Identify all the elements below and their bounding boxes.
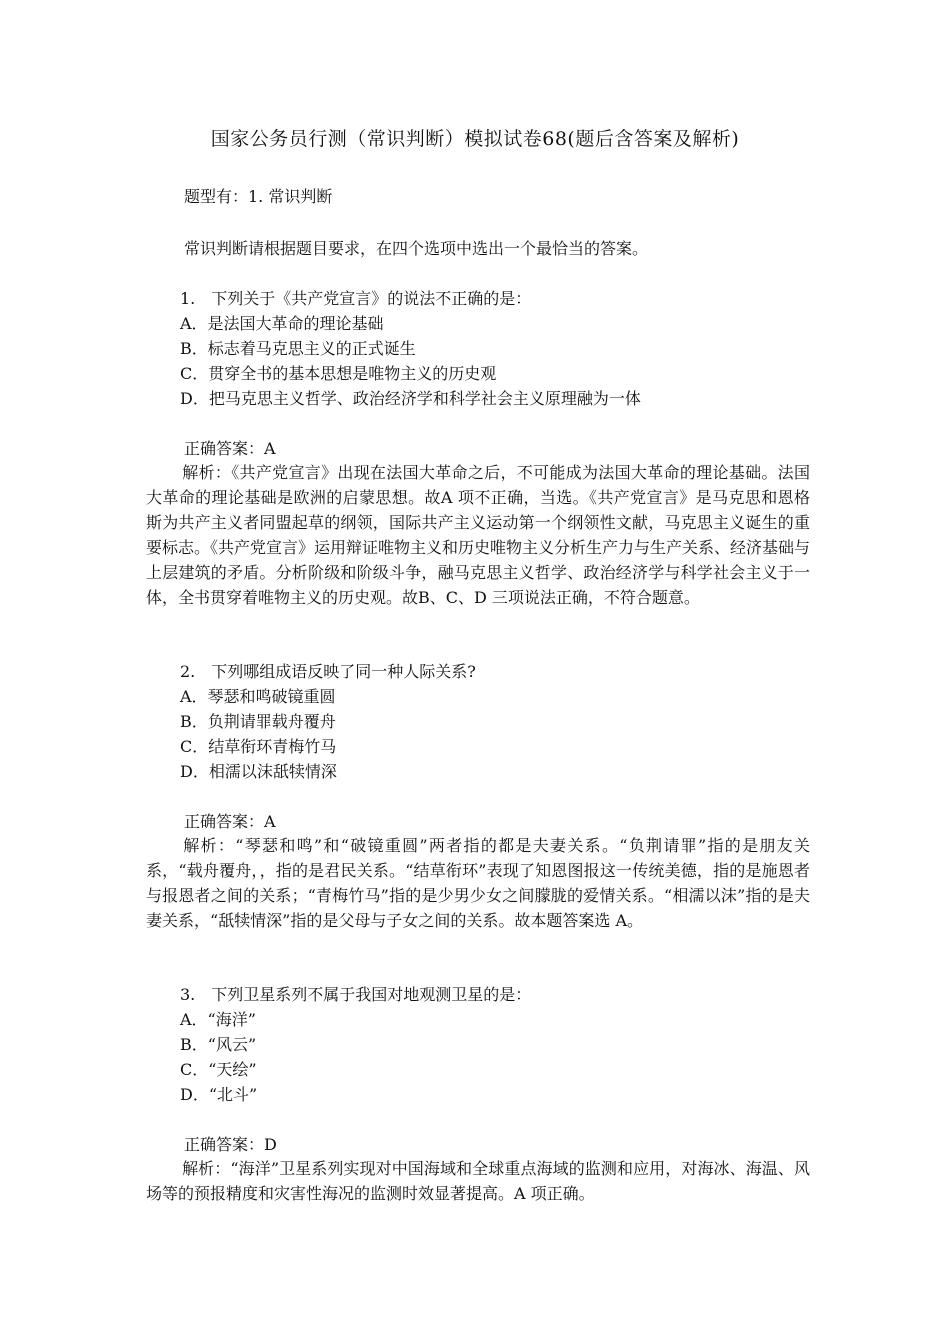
question-2-option-a: A．琴瑟和鸣破镜重圆 [180,687,336,706]
question-1-analysis [146,460,810,610]
question-3-option-b: B．“风云” [180,1035,257,1054]
question-3-answer: 正确答案：D [184,1135,277,1154]
document-title: 国家公务员行测（常识判断）模拟试卷68(题后含答案及解析) [210,128,740,150]
question-2-answer: 正确答案：A [184,812,276,831]
question-1-option-c: C．贯穿全书的基本思想是唯物主义的历史观 [180,364,497,383]
question-1-option-a: A．是法国大革命的理论基础 [180,314,384,333]
question-2-option-d: D．相濡以沫舐犊情深 [180,762,337,781]
question-3-stem: 3. 下列卫星系列不属于我国对地观测卫星的是： [180,985,532,1004]
question-1-option-d: D．把马克思主义哲学、政治经济学和科学社会主义原理融为一体 [180,389,641,408]
question-2-analysis-text: 解析：“琴瑟和鸣”和“破镜重圆”两者指的都是夫妻关系。“负荆请罪”指的是朋友关系，“载舟覆舟，，指的是君民关系。“结草衔环”表现了知恩图报这一传统美德，指的是施恩者与报恩者之间的关系；“青梅竹马”指的是少男少女之间朦胧的爱情关系。“相濡以沫”指的是夫妻关系，“舐犊情深”指的是父母与子女之间的关系。故本题答案选 A。 [146,836,810,930]
question-3-analysis-text: 解析：“海洋”卫星系列实现对中国海域和全球重点海域的监测和应用，对海冰、海温、风场等的预报精度和灾害性海况的监测时效显著提高。A 项正确。 [146,1159,810,1203]
question-3-analysis [146,1156,810,1206]
instruction-text: 常识判断请根据题目要求，在四个选项中选出一个最恰当的答案。 [184,239,649,258]
question-2-option-b: B．负荆请罪载舟覆舟 [180,712,336,731]
question-3-option-d: D．“北斗” [180,1085,258,1104]
question-1-answer: 正确答案：A [184,439,276,458]
question-type-line: 题型有：1. 常识判断 [184,187,333,206]
question-2-option-c: C．结草衔环青梅竹马 [180,737,337,756]
question-2-analysis [146,833,810,933]
question-3-option-a: A．“海洋” [180,1010,256,1029]
question-1-stem: 1. 下列关于《共产党宣言》的说法不正确的是： [180,289,532,308]
question-2-stem: 2. 下列哪组成语反映了同一种人际关系? [180,662,476,681]
question-3-option-c: C．“天绘” [180,1060,257,1079]
question-1-analysis-text: 解析：《共产党宣言》出现在法国大革命之后，不可能成为法国大革命的理论基础。法国大革命的理论基础是欧洲的启蒙思想。故A 项不正确，当选。《共产党宣言》是马克思和恩格斯为共产主义者同盟起草的纲领，国际共产主义运动第一个纲领性文献，马克思主义诞生的重要标志。《共产党宣言》运用辩证唯物主义和历史唯物主义分析生产力与生产关系、经济基础与上层建筑的矛盾。分析阶级和阶级斗争，融马克思主义哲学、政治经济学与科学社会主义于一体，全书贯穿着唯物主义的历史观。故B、C、D 三项说法正确，不符合题意。 [146,463,811,607]
question-1-option-b: B．标志着马克思主义的正式诞生 [180,339,416,358]
